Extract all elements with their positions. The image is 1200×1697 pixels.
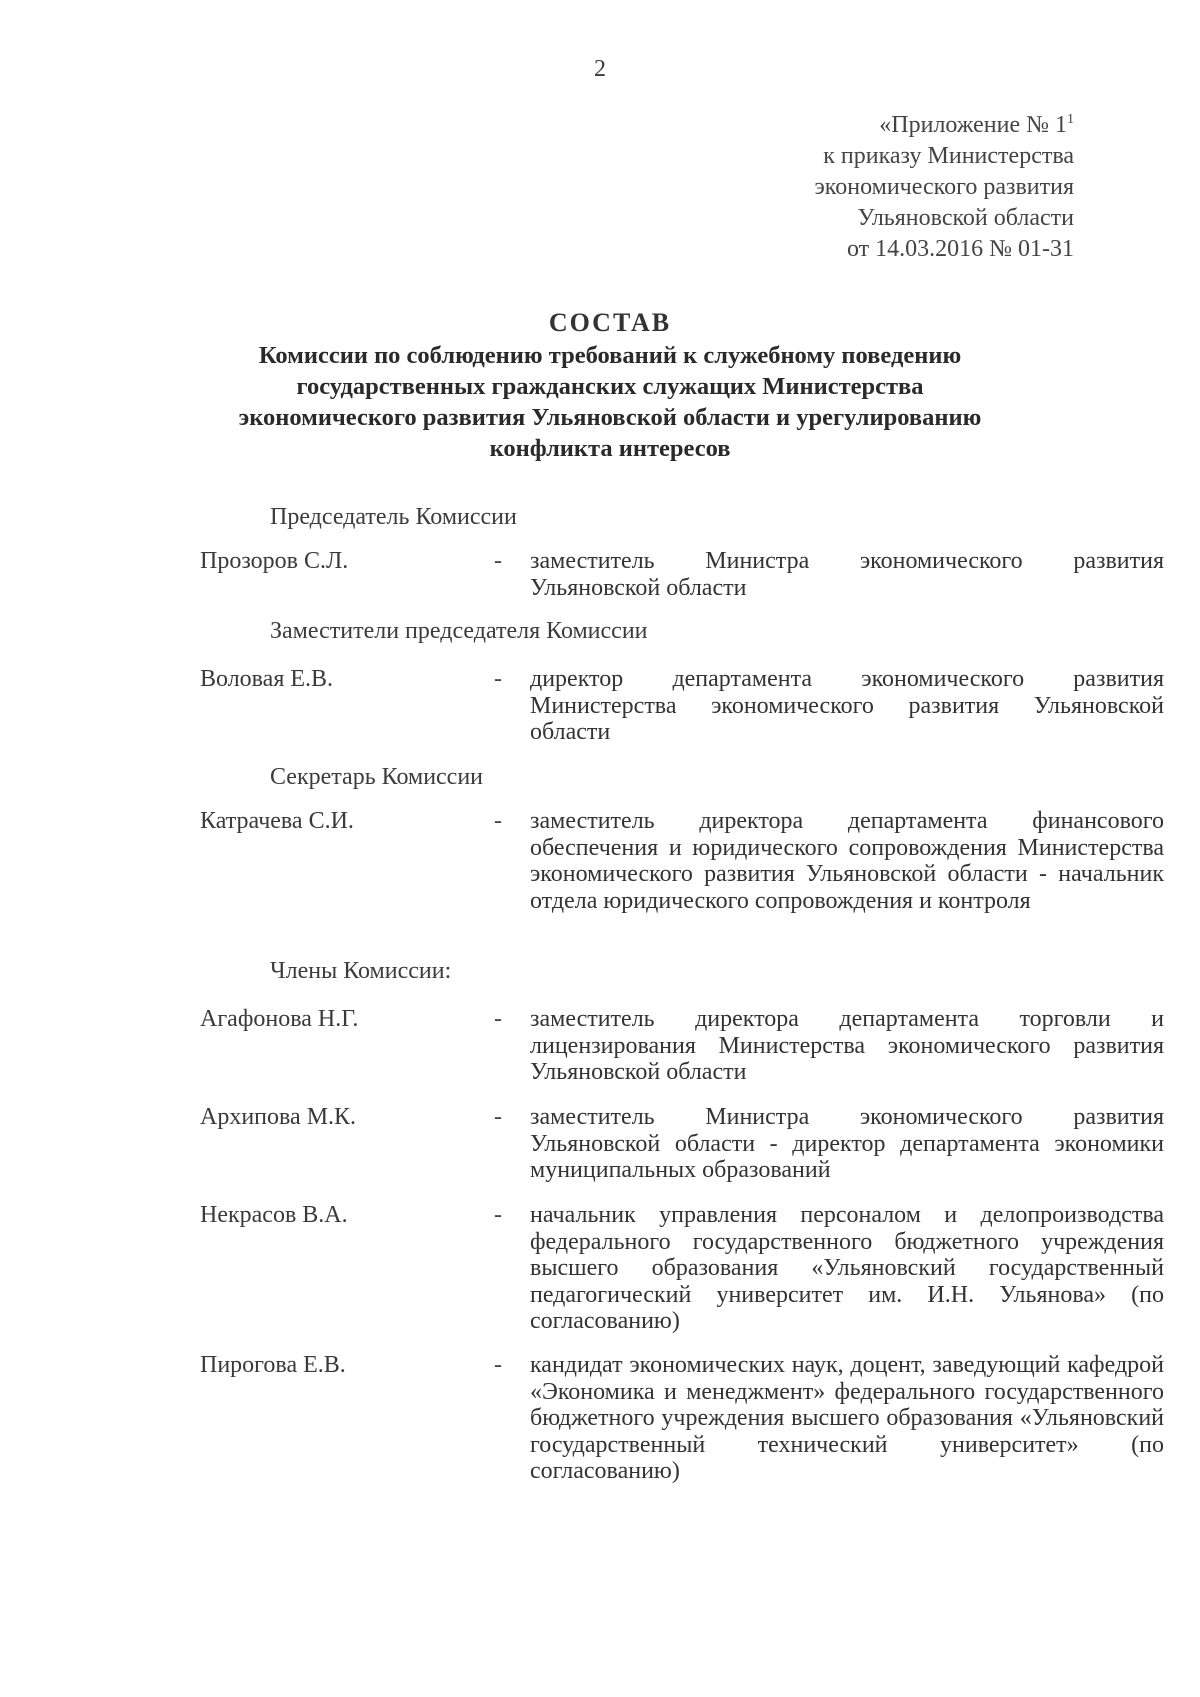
section-members: Члены Комиссии: bbox=[270, 958, 452, 984]
appendix-superscript: 1 bbox=[1067, 112, 1074, 127]
appendix-line-2: к приказу Министерства bbox=[823, 143, 1074, 169]
appendix-line-4: Ульяновской области bbox=[857, 205, 1074, 231]
member-name: Пирогова Е.В. bbox=[200, 1352, 346, 1378]
member-name: Прозоров С.Л. bbox=[200, 548, 349, 574]
member-position: заместитель директора департамента торговли и лицензирования Министерства экономического развития Ульяновской области bbox=[530, 1006, 1164, 1085]
member-dash: - bbox=[494, 808, 502, 834]
appendix-header bbox=[815, 110, 1075, 265]
member-position: заместитель директора департамента финансового обеспечения и юридического сопровождения Министерства экономического развития Ульяновской области - начальник отдела юридического сопровождения и контроля bbox=[530, 808, 1164, 914]
section-chair: Председатель Комиссии bbox=[270, 504, 517, 530]
title-line-4: конфликта интересов bbox=[489, 435, 731, 462]
member-name: Агафонова Н.Г. bbox=[200, 1006, 359, 1032]
section-deputies: Заместители председателя Комиссии bbox=[270, 618, 648, 644]
member-name: Воловая Е.В. bbox=[200, 666, 334, 692]
title-line-3: экономического развития Ульяновской области и урегулированию bbox=[238, 404, 982, 431]
member-name: Архипова М.К. bbox=[200, 1104, 357, 1130]
document-title bbox=[120, 306, 1100, 464]
member-name: Катрачева С.И. bbox=[200, 808, 354, 834]
appendix-line-5: от 14.03.2016 № 01-31 bbox=[846, 236, 1074, 262]
title-main: СОСТАВ bbox=[548, 308, 672, 337]
member-position: заместитель Министра экономического развития Ульяновской области - директор департамента экономики муниципальных образований bbox=[530, 1104, 1164, 1183]
title-line-2: государственных гражданских служащих Министерства bbox=[296, 373, 924, 400]
title-line-1: Комиссии по соблюдению требований к служебному поведению bbox=[258, 342, 962, 369]
member-dash: - bbox=[494, 1104, 502, 1130]
appendix-line-1: «Приложение № $1^1$ bbox=[879, 112, 1074, 138]
member-dash: - bbox=[494, 548, 502, 574]
member-dash: - bbox=[494, 1352, 502, 1378]
member-position: заместитель Министра экономического развития Ульяновской области bbox=[530, 548, 1164, 601]
appendix-line-3: экономического развития bbox=[814, 174, 1074, 200]
member-name: Некрасов В.А. bbox=[200, 1202, 348, 1228]
member-position: кандидат экономических наук, доцент, заведующий кафедрой «Экономика и менеджмент» федерального государственного бюджетного учреждения высшего образования «Ульяновский государственный технический университет» (по согласованию) bbox=[530, 1352, 1164, 1484]
member-position: начальник управления персоналом и делопроизводства федерального государственного бюджетного учреждения высшего образования «Ульяновский государственный педагогический университет им. И.Н. Ульянова» (по согласованию) bbox=[530, 1202, 1164, 1334]
member-dash: - bbox=[494, 666, 502, 692]
section-secretary: Секретарь Комиссии bbox=[270, 764, 484, 790]
member-position: директор департамента экономического развития Министерства экономического развития Ульяновской области bbox=[530, 666, 1164, 745]
member-dash: - bbox=[494, 1006, 502, 1032]
member-dash: - bbox=[494, 1202, 502, 1228]
page-number: 2 bbox=[594, 56, 606, 82]
